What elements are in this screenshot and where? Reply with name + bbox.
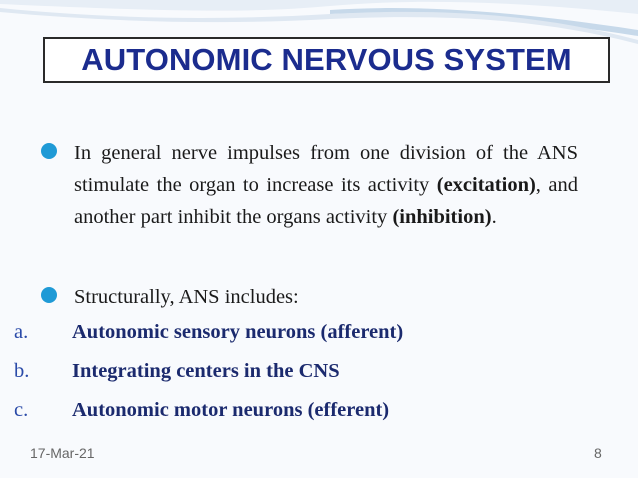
excitation-bold: (excitation)	[436, 174, 536, 196]
paragraph-1-part2: , and another part inhibit the organs activity	[74, 174, 578, 228]
list-text: Autonomic sensory neurons (afferent)	[72, 321, 404, 343]
paragraph-1-part3: .	[491, 206, 497, 228]
list-text: Integrating centers in the CNS	[72, 360, 340, 382]
list-item	[14, 318, 403, 346]
list-marker: b.	[14, 360, 30, 382]
list-marker: c.	[14, 399, 29, 421]
paragraph-2: Structurally, ANS includes:	[74, 286, 299, 308]
footer-date: 17-Mar-21	[30, 445, 95, 461]
slide-title: AUTONOMIC NERVOUS SYSTEM	[81, 42, 572, 77]
bullet-dot-icon	[41, 287, 57, 303]
list-text: Autonomic motor neurons (efferent)	[72, 399, 390, 421]
paragraph-1-part1: In general nerve impulses from one division of the ANS stimulate the organ to increase its activity	[74, 142, 578, 196]
list-item	[14, 396, 389, 424]
paragraph-1	[74, 137, 578, 233]
bullet-dot-icon	[41, 143, 57, 159]
inhibition-bold: (inhibition)	[392, 206, 492, 228]
title-box	[43, 37, 610, 83]
list-marker: a.	[14, 321, 29, 343]
list-item	[14, 357, 340, 385]
page-number: 8	[594, 445, 602, 461]
